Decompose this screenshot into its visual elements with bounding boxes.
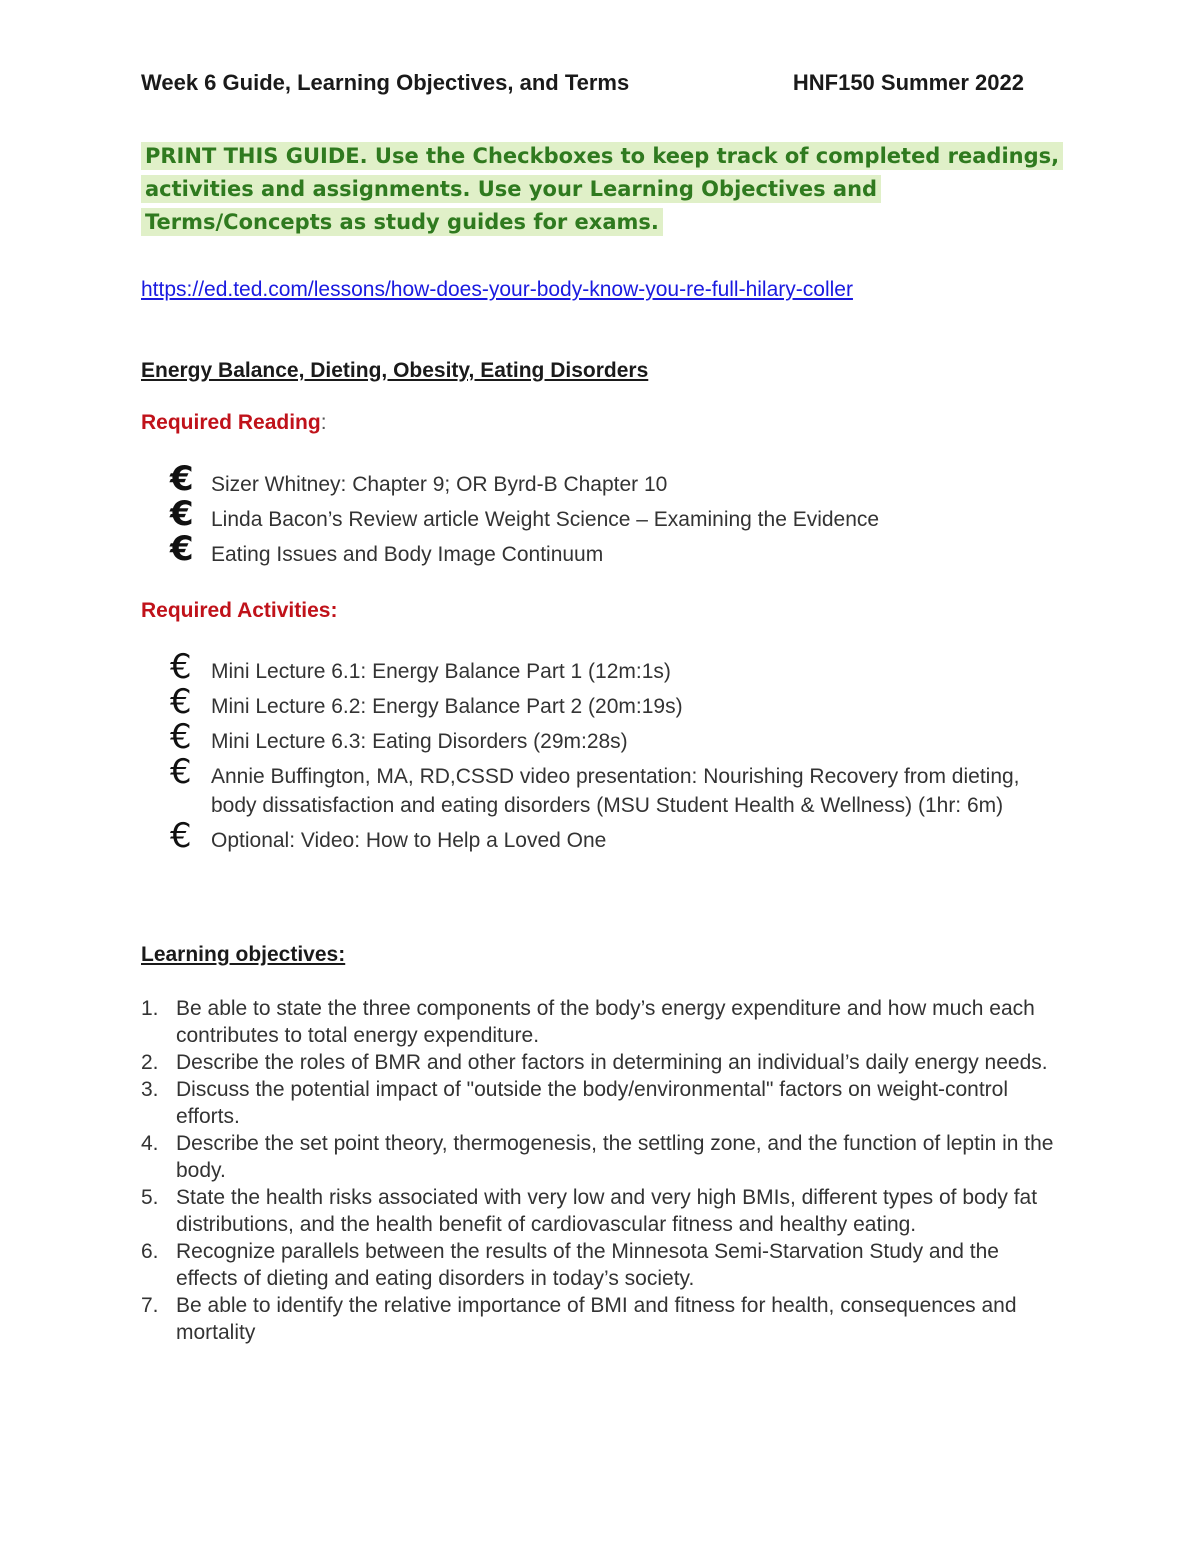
activity-item [170,717,1050,757]
reading-item [170,529,879,575]
learning-objectives-list [141,995,1056,1346]
objective-text: Describe the roles of BMR and other factors in determining an individual’s daily energy needs. [176,1051,1048,1074]
objective-text: Be able to state the three components of the body’s energy expenditure and how much each contributes to total energy expenditure. [176,997,1035,1047]
checkbox-icon[interactable]: € [170,647,192,687]
activity-item [170,816,1050,856]
section-title: Energy Balance, Dieting, Obesity, Eating Disorders [141,359,649,382]
reading-item [170,459,879,505]
objective-item [141,1049,1056,1076]
activity-item [170,752,1050,820]
objective-number: 7. [141,1294,159,1317]
reading-item-text: Eating Issues and Body Image Continuum [211,543,604,566]
objective-item [141,1130,1056,1184]
document-title: Week 6 Guide, Learning Objectives, and Terms [141,70,630,95]
required-reading-heading [141,411,327,435]
checkbox-icon[interactable]: € [170,459,194,499]
required-reading-list [170,459,880,575]
required-activities-list [170,647,1050,861]
reading-item [170,494,880,540]
objective-text: Be able to identify the relative importance of BMI and fitness for health, consequences and mortality [176,1294,1017,1344]
objective-text: State the health risks associated with very low and very high BMIs, different types of body fat distributions, and the health benefit of cardiovascular fitness and healthy eating. [176,1186,1038,1236]
checkbox-icon[interactable]: € [170,752,192,792]
activity-item [170,647,1050,687]
activity-item-text: Mini Lecture 6.2: Energy Balance Part 2 (20m:19s) [211,695,683,718]
objective-text: Describe the set point theory, thermogenesis, the settling zone, and the function of leptin in the body. [176,1132,1054,1182]
objective-number: 2. [141,1051,159,1074]
activity-item-text: Annie Buffington, MA, RD,CSSD video presentation: Nourishing Recovery from dieting, body dissatisfaction and eating disorders (MSU Student Health & Wellness) (1hr: 6m) [211,765,1020,817]
objective-item [141,995,1056,1049]
learning-objectives-title: Learning objectives: [141,943,346,966]
checkbox-icon[interactable]: € [170,816,192,856]
objective-item [141,1292,1056,1346]
activity-item-text: Optional: Video: How to Help a Loved One [211,829,607,852]
print-guide-note [141,140,1061,239]
checkbox-icon[interactable]: € [170,494,194,534]
objective-text: Discuss the potential impact of "outside the body/environmental" factors on weight-control efforts. [176,1078,1009,1128]
objective-number: 4. [141,1132,159,1155]
checkbox-icon[interactable]: € [170,717,192,757]
objective-text: Recognize parallels between the results of the Minnesota Semi-Starvation Study and the effects of dieting and eating disorders in today’s society. [176,1240,999,1290]
checkbox-icon[interactable]: € [170,529,194,569]
objective-item [141,1076,1056,1130]
reading-item-text: Linda Bacon’s Review article Weight Science – Examining the Evidence [211,508,880,531]
course-label: HNF150 Summer 2022 [792,70,1024,95]
ted-lesson-link[interactable]: https://ed.ted.com/lessons/how-does-your-body-know-you-re-full-hilary-coller [141,278,853,301]
activity-item-text: Mini Lecture 6.1: Energy Balance Part 1 (12m:1s) [211,660,671,683]
objective-number: 6. [141,1240,159,1263]
objective-number: 3. [141,1078,159,1101]
objective-item [141,1238,1056,1292]
reading-item-text: Sizer Whitney: Chapter 9; OR Byrd-B Chapter 10 [211,473,668,496]
required-reading-label: Required Reading [141,411,321,434]
required-reading-colon: : [320,411,327,434]
activity-item-text: Mini Lecture 6.3: Eating Disorders (29m:28s) [211,730,628,753]
objective-number: 1. [141,997,159,1020]
checkbox-icon[interactable]: € [170,682,192,722]
required-activities-heading: Required Activities: [141,599,338,622]
objective-number: 5. [141,1186,159,1209]
print-guide-text: PRINT THIS GUIDE. Use the Checkboxes to keep track of completed readings, activities and assignments. Use your Learning Objectives and Terms/Concepts as study guides for exams. [141,142,1063,236]
objective-item [141,1184,1056,1238]
activity-item [170,682,1050,722]
